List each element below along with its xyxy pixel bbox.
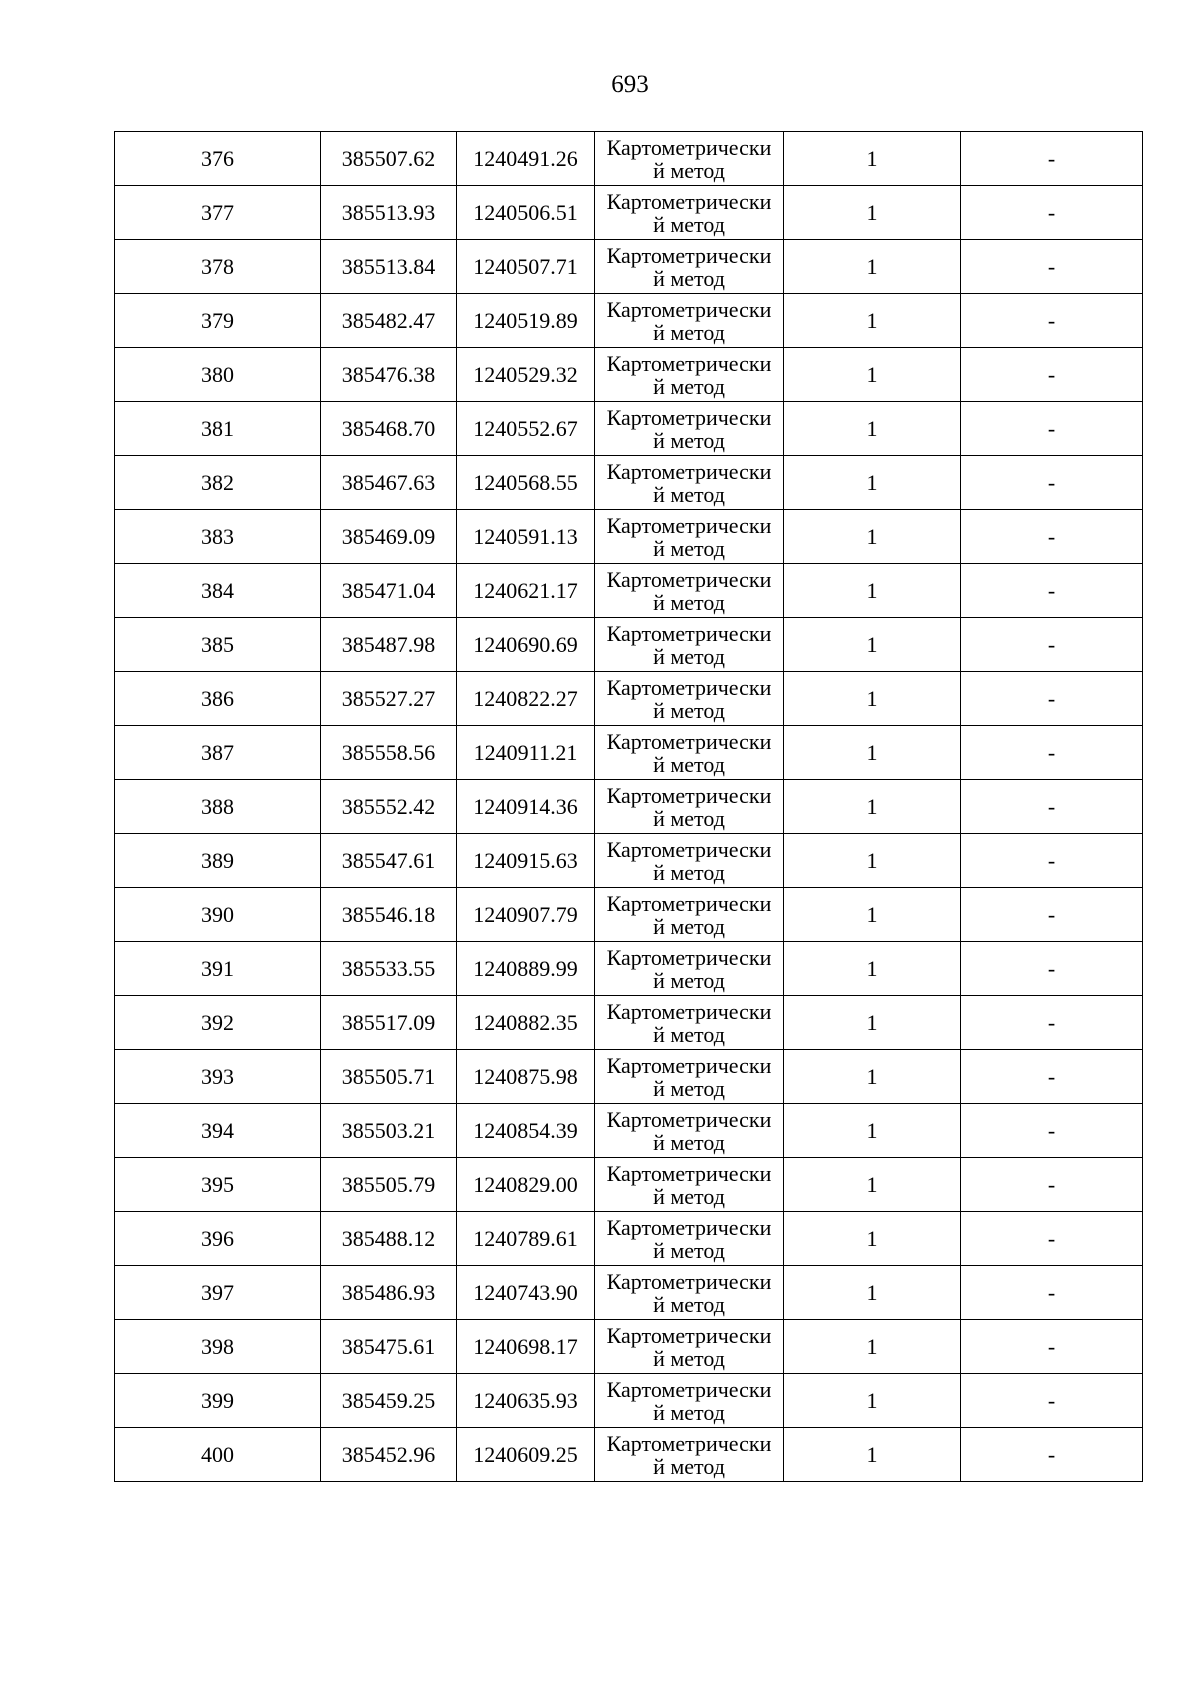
method-text-line2: й метод bbox=[653, 319, 725, 345]
cell-point-number: 386 bbox=[115, 672, 321, 726]
method-text-line1: Картометрически bbox=[606, 1268, 772, 1294]
cell-note: - bbox=[961, 1158, 1143, 1212]
method-text-line2: й метод bbox=[653, 1453, 725, 1479]
cell-point-number: 388 bbox=[115, 780, 321, 834]
cell-y-coordinate: 1240875.98 bbox=[457, 1050, 595, 1104]
cell-accuracy: 1 bbox=[784, 564, 961, 618]
method-text-line1: Картометрически bbox=[606, 620, 772, 646]
method-text-line2: й метод bbox=[653, 1021, 725, 1047]
cell-point-number: 381 bbox=[115, 402, 321, 456]
cell-method bbox=[595, 672, 784, 726]
method-text-line1: Картометрически bbox=[606, 782, 772, 808]
cell-note: - bbox=[961, 294, 1143, 348]
cell-accuracy: 1 bbox=[784, 996, 961, 1050]
cell-method bbox=[595, 456, 784, 510]
cell-x-coordinate: 385527.27 bbox=[321, 672, 457, 726]
cell-accuracy: 1 bbox=[784, 726, 961, 780]
table-row bbox=[115, 1050, 1143, 1104]
cell-point-number: 379 bbox=[115, 294, 321, 348]
cell-y-coordinate: 1240690.69 bbox=[457, 618, 595, 672]
table-row bbox=[115, 1320, 1143, 1374]
cell-x-coordinate: 385487.98 bbox=[321, 618, 457, 672]
method-text-line1: Картометрически bbox=[606, 458, 772, 484]
cell-x-coordinate: 385513.93 bbox=[321, 186, 457, 240]
cell-point-number: 391 bbox=[115, 942, 321, 996]
cell-y-coordinate: 1240915.63 bbox=[457, 834, 595, 888]
cell-note: - bbox=[961, 780, 1143, 834]
cell-method bbox=[595, 1428, 784, 1482]
method-text-line2: й метод bbox=[653, 481, 725, 507]
table-row bbox=[115, 942, 1143, 996]
cell-y-coordinate: 1240914.36 bbox=[457, 780, 595, 834]
cell-accuracy: 1 bbox=[784, 294, 961, 348]
cell-note: - bbox=[961, 1104, 1143, 1158]
table-row bbox=[115, 618, 1143, 672]
cell-x-coordinate: 385517.09 bbox=[321, 996, 457, 1050]
cell-y-coordinate: 1240519.89 bbox=[457, 294, 595, 348]
cell-method bbox=[595, 294, 784, 348]
cell-x-coordinate: 385486.93 bbox=[321, 1266, 457, 1320]
method-text-line1: Картометрически bbox=[606, 944, 772, 970]
method-text-line2: й метод bbox=[653, 1183, 725, 1209]
method-text-line2: й метод bbox=[653, 1291, 725, 1317]
cell-y-coordinate: 1240591.13 bbox=[457, 510, 595, 564]
table-row bbox=[115, 510, 1143, 564]
cell-point-number: 383 bbox=[115, 510, 321, 564]
cell-point-number: 389 bbox=[115, 834, 321, 888]
cell-y-coordinate: 1240506.51 bbox=[457, 186, 595, 240]
cell-y-coordinate: 1240529.32 bbox=[457, 348, 595, 402]
cell-accuracy: 1 bbox=[784, 1050, 961, 1104]
cell-method bbox=[595, 1374, 784, 1428]
method-text-line2: й метод bbox=[653, 1399, 725, 1425]
table-row bbox=[115, 672, 1143, 726]
cell-point-number: 390 bbox=[115, 888, 321, 942]
cell-y-coordinate: 1240854.39 bbox=[457, 1104, 595, 1158]
cell-point-number: 378 bbox=[115, 240, 321, 294]
method-text-line2: й метод bbox=[653, 373, 725, 399]
cell-y-coordinate: 1240789.61 bbox=[457, 1212, 595, 1266]
method-text-line1: Картометрически bbox=[606, 1160, 772, 1186]
cell-x-coordinate: 385482.47 bbox=[321, 294, 457, 348]
cell-accuracy: 1 bbox=[784, 618, 961, 672]
cell-note: - bbox=[961, 888, 1143, 942]
cell-y-coordinate: 1240889.99 bbox=[457, 942, 595, 996]
cell-method bbox=[595, 618, 784, 672]
cell-method bbox=[595, 348, 784, 402]
cell-note: - bbox=[961, 456, 1143, 510]
method-text-line2: й метод bbox=[653, 589, 725, 615]
method-text-line1: Картометрически bbox=[606, 1322, 772, 1348]
cell-x-coordinate: 385452.96 bbox=[321, 1428, 457, 1482]
cell-point-number: 376 bbox=[115, 132, 321, 186]
cell-accuracy: 1 bbox=[784, 348, 961, 402]
cell-point-number: 384 bbox=[115, 564, 321, 618]
table-row bbox=[115, 1212, 1143, 1266]
cell-accuracy: 1 bbox=[784, 888, 961, 942]
cell-point-number: 396 bbox=[115, 1212, 321, 1266]
cell-y-coordinate: 1240609.25 bbox=[457, 1428, 595, 1482]
cell-x-coordinate: 385558.56 bbox=[321, 726, 457, 780]
method-text-line2: й метод bbox=[653, 211, 725, 237]
cell-y-coordinate: 1240822.27 bbox=[457, 672, 595, 726]
cell-method bbox=[595, 402, 784, 456]
method-text-line1: Картометрически bbox=[606, 1214, 772, 1240]
method-text-line2: й метод bbox=[653, 1345, 725, 1371]
cell-note: - bbox=[961, 942, 1143, 996]
table-row bbox=[115, 186, 1143, 240]
cell-method bbox=[595, 834, 784, 888]
cell-x-coordinate: 385475.61 bbox=[321, 1320, 457, 1374]
cell-x-coordinate: 385546.18 bbox=[321, 888, 457, 942]
cell-y-coordinate: 1240698.17 bbox=[457, 1320, 595, 1374]
cell-accuracy: 1 bbox=[784, 1320, 961, 1374]
cell-x-coordinate: 385505.71 bbox=[321, 1050, 457, 1104]
cell-y-coordinate: 1240829.00 bbox=[457, 1158, 595, 1212]
table-row bbox=[115, 1374, 1143, 1428]
method-text-line2: й метод bbox=[653, 1075, 725, 1101]
table-row bbox=[115, 564, 1143, 618]
cell-x-coordinate: 385469.09 bbox=[321, 510, 457, 564]
cell-y-coordinate: 1240635.93 bbox=[457, 1374, 595, 1428]
table-body bbox=[115, 132, 1143, 1482]
method-text-line1: Картометрически bbox=[606, 188, 772, 214]
cell-point-number: 392 bbox=[115, 996, 321, 1050]
method-text-line1: Картометрически bbox=[606, 566, 772, 592]
cell-accuracy: 1 bbox=[784, 240, 961, 294]
method-text-line2: й метод bbox=[653, 643, 725, 669]
method-text-line2: й метод bbox=[653, 157, 725, 183]
cell-accuracy: 1 bbox=[784, 186, 961, 240]
cell-note: - bbox=[961, 348, 1143, 402]
cell-note: - bbox=[961, 1320, 1143, 1374]
cell-note: - bbox=[961, 726, 1143, 780]
method-text-line2: й метод bbox=[653, 913, 725, 939]
method-text-line2: й метод bbox=[653, 697, 725, 723]
cell-x-coordinate: 385507.62 bbox=[321, 132, 457, 186]
cell-y-coordinate: 1240552.67 bbox=[457, 402, 595, 456]
cell-y-coordinate: 1240882.35 bbox=[457, 996, 595, 1050]
cell-y-coordinate: 1240507.71 bbox=[457, 240, 595, 294]
cell-note: - bbox=[961, 1050, 1143, 1104]
page-number: 693 bbox=[611, 71, 649, 98]
cell-accuracy: 1 bbox=[784, 672, 961, 726]
cell-point-number: 395 bbox=[115, 1158, 321, 1212]
cell-accuracy: 1 bbox=[784, 1158, 961, 1212]
cell-point-number: 393 bbox=[115, 1050, 321, 1104]
cell-x-coordinate: 385552.42 bbox=[321, 780, 457, 834]
cell-method bbox=[595, 240, 784, 294]
cell-accuracy: 1 bbox=[784, 1266, 961, 1320]
cell-x-coordinate: 385503.21 bbox=[321, 1104, 457, 1158]
method-text-line1: Картометрически bbox=[606, 998, 772, 1024]
cell-method bbox=[595, 780, 784, 834]
cell-point-number: 387 bbox=[115, 726, 321, 780]
method-text-line1: Картометрически bbox=[606, 1052, 772, 1078]
cell-point-number: 400 bbox=[115, 1428, 321, 1482]
method-text-line1: Картометрически bbox=[606, 1430, 772, 1456]
cell-accuracy: 1 bbox=[784, 942, 961, 996]
method-text-line1: Картометрически bbox=[606, 134, 772, 160]
cell-y-coordinate: 1240907.79 bbox=[457, 888, 595, 942]
cell-method bbox=[595, 888, 784, 942]
method-text-line1: Картометрически bbox=[606, 836, 772, 862]
method-text-line2: й метод bbox=[653, 751, 725, 777]
cell-point-number: 399 bbox=[115, 1374, 321, 1428]
table-row bbox=[115, 1158, 1143, 1212]
cell-accuracy: 1 bbox=[784, 834, 961, 888]
method-text-line2: й метод bbox=[653, 427, 725, 453]
cell-y-coordinate: 1240491.26 bbox=[457, 132, 595, 186]
table-row bbox=[115, 888, 1143, 942]
cell-note: - bbox=[961, 240, 1143, 294]
cell-method bbox=[595, 996, 784, 1050]
cell-x-coordinate: 385513.84 bbox=[321, 240, 457, 294]
table-row bbox=[115, 834, 1143, 888]
method-text-line1: Картометрически bbox=[606, 242, 772, 268]
cell-point-number: 385 bbox=[115, 618, 321, 672]
method-text-line1: Картометрически bbox=[606, 1106, 772, 1132]
cell-method bbox=[595, 186, 784, 240]
method-text-line1: Картометрически bbox=[606, 890, 772, 916]
method-text-line1: Картометрически bbox=[606, 404, 772, 430]
cell-point-number: 394 bbox=[115, 1104, 321, 1158]
cell-method bbox=[595, 1212, 784, 1266]
table-row bbox=[115, 726, 1143, 780]
cell-method bbox=[595, 1104, 784, 1158]
cell-y-coordinate: 1240568.55 bbox=[457, 456, 595, 510]
cell-note: - bbox=[961, 1266, 1143, 1320]
cell-note: - bbox=[961, 186, 1143, 240]
cell-note: - bbox=[961, 996, 1143, 1050]
cell-accuracy: 1 bbox=[784, 1374, 961, 1428]
cell-y-coordinate: 1240911.21 bbox=[457, 726, 595, 780]
table-row bbox=[115, 294, 1143, 348]
cell-method bbox=[595, 1158, 784, 1212]
cell-x-coordinate: 385533.55 bbox=[321, 942, 457, 996]
table-row bbox=[115, 402, 1143, 456]
cell-note: - bbox=[961, 618, 1143, 672]
cell-x-coordinate: 385459.25 bbox=[321, 1374, 457, 1428]
cell-method bbox=[595, 564, 784, 618]
cell-x-coordinate: 385476.38 bbox=[321, 348, 457, 402]
table-row bbox=[115, 348, 1143, 402]
cell-y-coordinate: 1240743.90 bbox=[457, 1266, 595, 1320]
cell-accuracy: 1 bbox=[784, 1212, 961, 1266]
cell-x-coordinate: 385488.12 bbox=[321, 1212, 457, 1266]
table-row bbox=[115, 456, 1143, 510]
method-text-line2: й метод bbox=[653, 1237, 725, 1263]
table-row bbox=[115, 780, 1143, 834]
method-text-line2: й метод bbox=[653, 805, 725, 831]
cell-x-coordinate: 385471.04 bbox=[321, 564, 457, 618]
cell-accuracy: 1 bbox=[784, 780, 961, 834]
coordinates-table bbox=[114, 131, 1143, 1482]
cell-method bbox=[595, 1050, 784, 1104]
cell-point-number: 382 bbox=[115, 456, 321, 510]
cell-note: - bbox=[961, 1428, 1143, 1482]
method-text-line2: й метод bbox=[653, 859, 725, 885]
cell-note: - bbox=[961, 672, 1143, 726]
method-text-line2: й метод bbox=[653, 967, 725, 993]
table-row bbox=[115, 1104, 1143, 1158]
cell-note: - bbox=[961, 564, 1143, 618]
method-text-line1: Картометрически bbox=[606, 1376, 772, 1402]
cell-accuracy: 1 bbox=[784, 456, 961, 510]
cell-note: - bbox=[961, 834, 1143, 888]
cell-accuracy: 1 bbox=[784, 510, 961, 564]
cell-x-coordinate: 385505.79 bbox=[321, 1158, 457, 1212]
cell-point-number: 377 bbox=[115, 186, 321, 240]
cell-note: - bbox=[961, 402, 1143, 456]
method-text-line1: Картометрически bbox=[606, 350, 772, 376]
cell-method bbox=[595, 510, 784, 564]
cell-x-coordinate: 385468.70 bbox=[321, 402, 457, 456]
cell-method bbox=[595, 132, 784, 186]
method-text-line1: Картометрически bbox=[606, 512, 772, 538]
cell-note: - bbox=[961, 1212, 1143, 1266]
method-text-line2: й метод bbox=[653, 265, 725, 291]
cell-accuracy: 1 bbox=[784, 1428, 961, 1482]
method-text-line2: й метод bbox=[653, 535, 725, 561]
cell-y-coordinate: 1240621.17 bbox=[457, 564, 595, 618]
cell-accuracy: 1 bbox=[784, 402, 961, 456]
method-text-line1: Картометрически bbox=[606, 296, 772, 322]
cell-point-number: 380 bbox=[115, 348, 321, 402]
method-text-line1: Картометрически bbox=[606, 674, 772, 700]
table-row bbox=[115, 1266, 1143, 1320]
table-row bbox=[115, 240, 1143, 294]
method-text-line1: Картометрически bbox=[606, 728, 772, 754]
cell-point-number: 397 bbox=[115, 1266, 321, 1320]
cell-note: - bbox=[961, 132, 1143, 186]
table-row bbox=[115, 132, 1143, 186]
cell-method bbox=[595, 726, 784, 780]
table-row bbox=[115, 1428, 1143, 1482]
cell-note: - bbox=[961, 1374, 1143, 1428]
cell-accuracy: 1 bbox=[784, 1104, 961, 1158]
cell-note: - bbox=[961, 510, 1143, 564]
cell-method bbox=[595, 1320, 784, 1374]
table-row bbox=[115, 996, 1143, 1050]
cell-method bbox=[595, 1266, 784, 1320]
cell-x-coordinate: 385467.63 bbox=[321, 456, 457, 510]
cell-accuracy: 1 bbox=[784, 132, 961, 186]
cell-point-number: 398 bbox=[115, 1320, 321, 1374]
method-text-line2: й метод bbox=[653, 1129, 725, 1155]
cell-x-coordinate: 385547.61 bbox=[321, 834, 457, 888]
cell-method bbox=[595, 942, 784, 996]
